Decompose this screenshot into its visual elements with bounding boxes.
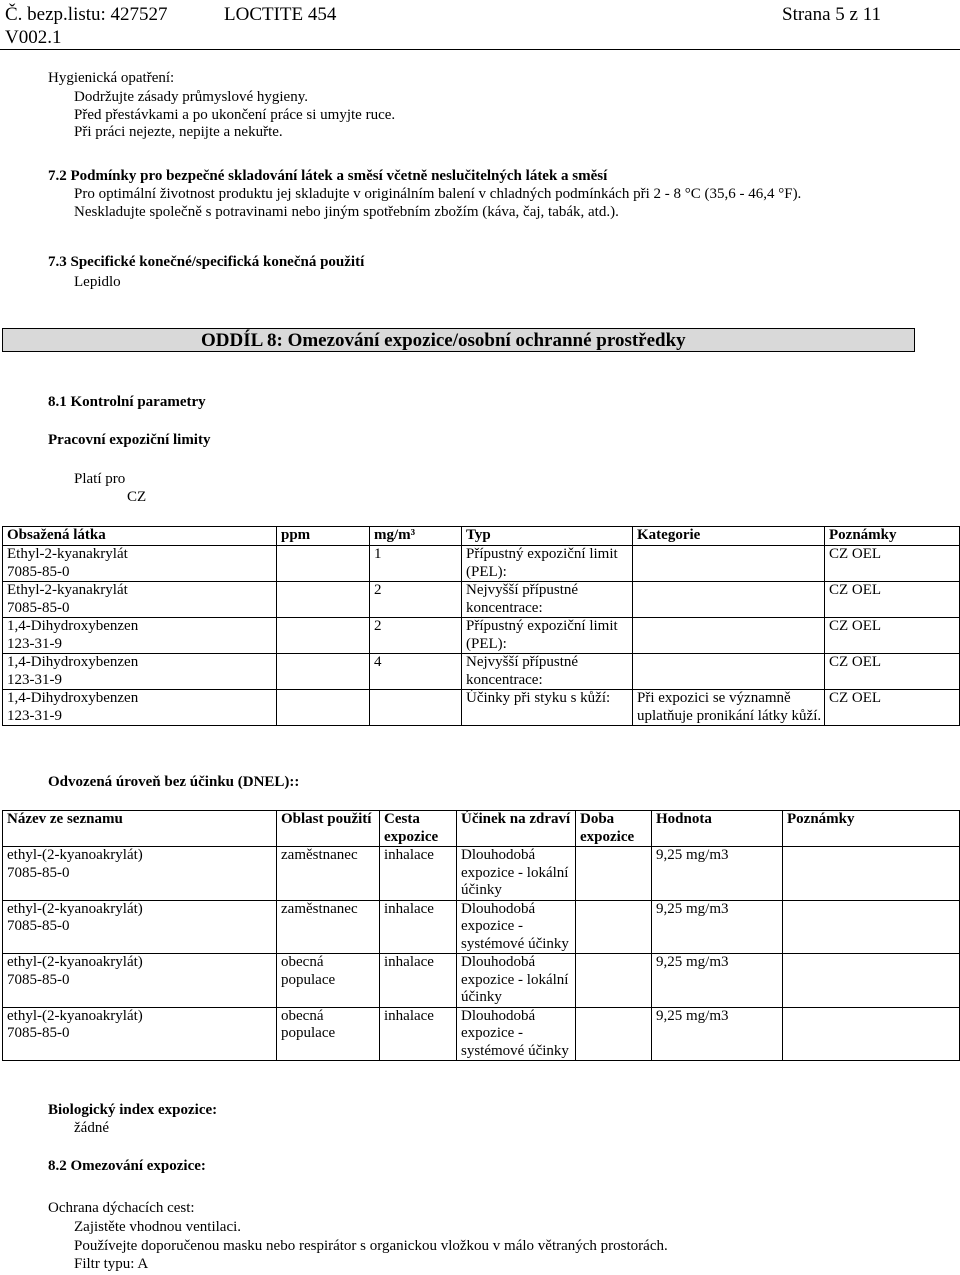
substance-cell: 1,4-Dihydroxybenzen 123-31-9 <box>3 618 277 654</box>
category-cell <box>633 546 825 582</box>
ppm-cell <box>277 618 370 654</box>
note-cell: CZ OEL <box>825 546 960 582</box>
mg-cell <box>370 690 462 726</box>
dnel-table <box>2 810 960 1061</box>
table-row <box>3 900 960 954</box>
duration-cell <box>576 900 652 954</box>
category-cell <box>633 618 825 654</box>
product-name: LOCTITE 454 <box>224 4 337 25</box>
name-cell: ethyl-(2-kyanoakrylát) 7085-85-0 <box>3 954 277 1008</box>
section-7-2-line: Neskladujte společně s potravinami nebo jiným spotřebním zbožím (káva, čaj, tabák, atd.). <box>74 204 619 220</box>
section-7-2-line: Pro optimální životnost produktu jej skladujte v originálním balení v chladných podmínkách při 2 - 8 °C (35,6 - 46,4 °F). <box>74 186 802 202</box>
route-cell: inhalace <box>380 900 457 954</box>
respiratory-line: Zajistěte vhodnou ventilaci. <box>74 1219 242 1235</box>
ppm-cell <box>277 690 370 726</box>
version: V002.1 <box>5 27 62 48</box>
ppm-cell <box>277 546 370 582</box>
oel-header-cell: ppm <box>277 527 370 546</box>
value-cell: 9,25 mg/m3 <box>652 954 783 1008</box>
substance-cell: Ethyl-2-kyanakrylát 7085-85-0 <box>3 582 277 618</box>
value-cell: 9,25 mg/m3 <box>652 900 783 954</box>
substance-cell: Ethyl-2-kyanakrylát 7085-85-0 <box>3 546 277 582</box>
dnel-title: Odvozená úroveň bez účinku (DNEL):: <box>48 774 300 790</box>
type-cell: Nejvyšší přípustné koncentrace: <box>462 582 633 618</box>
oel-header-cell: Kategorie <box>633 527 825 546</box>
area-cell: obecná populace <box>277 954 380 1008</box>
section-7-2-title: 7.2 Podmínky pro bezpečné skladování látek a směsí včetně neslučitelných látek a směsí <box>48 168 608 184</box>
respiratory-line: Používejte doporučenou masku nebo respirátor s organickou vložkou v málo větraných prostorách. <box>74 1238 668 1254</box>
ppm-cell <box>277 654 370 690</box>
mg-cell: 2 <box>370 618 462 654</box>
section-8-1-title: 8.1 Kontrolní parametry <box>48 394 206 410</box>
duration-cell <box>576 954 652 1008</box>
note-cell <box>783 900 960 954</box>
substance-cell: 1,4-Dihydroxybenzen 123-31-9 <box>3 690 277 726</box>
type-cell: Nejvyšší přípustné koncentrace: <box>462 654 633 690</box>
value-cell: 9,25 mg/m3 <box>652 1007 783 1061</box>
route-cell: inhalace <box>380 1007 457 1061</box>
dnel-header-cell: Hodnota <box>652 811 783 847</box>
area-cell: zaměstnanec <box>277 900 380 954</box>
name-cell: ethyl-(2-kyanoakrylát) 7085-85-0 <box>3 1007 277 1061</box>
table-row <box>3 954 960 1008</box>
table-row <box>3 618 960 654</box>
area-cell: obecná populace <box>277 1007 380 1061</box>
table-row <box>3 690 960 726</box>
area-cell: zaměstnanec <box>277 847 380 901</box>
duration-cell <box>576 847 652 901</box>
applies-country: CZ <box>127 489 147 505</box>
section-7-3-title: 7.3 Specifické konečné/specifická konečná použití <box>48 254 365 270</box>
hygiene-line: Při práci nejezte, nepijte a nekuřte. <box>74 124 283 140</box>
bio-index-title: Biologický index expozice: <box>48 1102 218 1118</box>
dnel-header-cell: Název ze seznamu <box>3 811 277 847</box>
effect-cell: Dlouhodobá expozice - lokální účinky <box>457 847 576 901</box>
category-cell <box>633 654 825 690</box>
oel-table <box>2 526 960 726</box>
oel-header-cell: mg/m³ <box>370 527 462 546</box>
mg-cell: 4 <box>370 654 462 690</box>
note-cell <box>783 1007 960 1061</box>
oel-header-cell: Obsažená látka <box>3 527 277 546</box>
route-cell: inhalace <box>380 847 457 901</box>
section-8-banner <box>2 328 915 352</box>
dnel-header-cell: Doba expozice <box>576 811 652 847</box>
duration-cell <box>576 1007 652 1061</box>
type-cell: Přípustný expoziční limit (PEL): <box>462 618 633 654</box>
table-row <box>3 847 960 901</box>
dnel-header-cell: Cesta expozice <box>380 811 457 847</box>
section-7-3-text: Lepidlo <box>74 274 121 290</box>
note-cell: CZ OEL <box>825 690 960 726</box>
table-row <box>3 654 960 690</box>
oel-header-cell: Typ <box>462 527 633 546</box>
header-divider <box>0 49 960 50</box>
oel-subtitle: Pracovní expoziční limity <box>48 432 211 448</box>
effect-cell: Dlouhodobá expozice - systémové účinky <box>457 900 576 954</box>
effect-cell: Dlouhodobá expozice - lokální účinky <box>457 954 576 1008</box>
category-cell <box>633 582 825 618</box>
section-8-2-title: 8.2 Omezování expozice: <box>48 1158 206 1174</box>
type-cell: Přípustný expoziční limit (PEL): <box>462 546 633 582</box>
hygiene-title: Hygienická opatření: <box>48 70 175 86</box>
page-number: Strana 5 z 11 <box>782 4 882 25</box>
applies-label: Platí pro <box>74 471 126 487</box>
name-cell: ethyl-(2-kyanoakrylát) 7085-85-0 <box>3 847 277 901</box>
mg-cell: 2 <box>370 582 462 618</box>
bio-index-value: žádné <box>74 1120 109 1136</box>
category-cell: Při expozici se významně uplatňuje pronikání látky kůží. <box>633 690 825 726</box>
note-cell: CZ OEL <box>825 654 960 690</box>
effect-cell: Dlouhodobá expozice - systémové účinky <box>457 1007 576 1061</box>
name-cell: ethyl-(2-kyanoakrylát) 7085-85-0 <box>3 900 277 954</box>
table-row <box>3 546 960 582</box>
respiratory-line: Filtr typu: A <box>74 1256 149 1272</box>
note-cell: CZ OEL <box>825 618 960 654</box>
value-cell: 9,25 mg/m3 <box>652 847 783 901</box>
table-row <box>3 582 960 618</box>
table-row <box>3 1007 960 1061</box>
note-cell: CZ OEL <box>825 582 960 618</box>
mg-cell: 1 <box>370 546 462 582</box>
type-cell: Účinky při styku s kůží: <box>462 690 633 726</box>
dnel-header-row <box>3 811 960 847</box>
oel-header-row <box>3 527 960 546</box>
route-cell: inhalace <box>380 954 457 1008</box>
note-cell <box>783 954 960 1008</box>
section-8-title: ODDÍL 8: Omezování expozice/osobní ochranné prostředky <box>201 330 686 351</box>
respiratory-title: Ochrana dýchacích cest: <box>48 1200 195 1216</box>
oel-header-cell: Poznámky <box>825 527 960 546</box>
substance-cell: 1,4-Dihydroxybenzen 123-31-9 <box>3 654 277 690</box>
dnel-header-cell: Účinek na zdraví <box>457 811 576 847</box>
note-cell <box>783 847 960 901</box>
hygiene-line: Dodržujte zásady průmyslové hygieny. <box>74 89 308 105</box>
ppm-cell <box>277 582 370 618</box>
dnel-header-cell: Poznámky <box>783 811 960 847</box>
dnel-header-cell: Oblast použití <box>277 811 380 847</box>
hygiene-line: Před přestávkami a po ukončení práce si umyjte ruce. <box>74 107 396 123</box>
sheet-number: Č. bezp.listu: 427527 <box>5 4 168 25</box>
